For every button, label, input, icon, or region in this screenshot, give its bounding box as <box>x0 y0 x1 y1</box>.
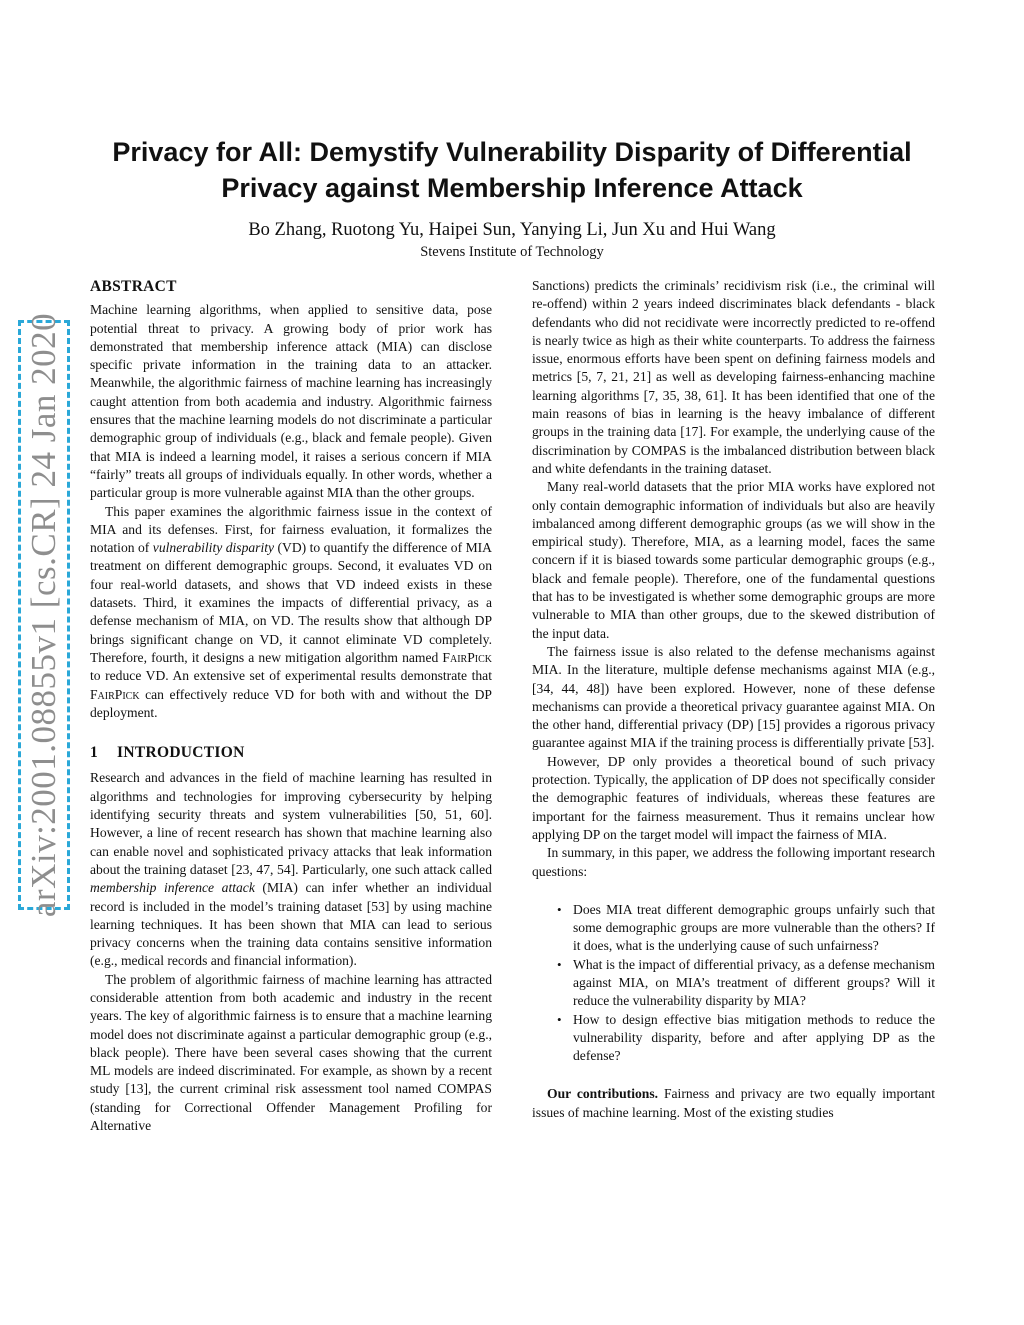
list-item: • Does MIA treat different demographic groups unfairly such that some demographic groups are more vulnerable than the others? If it does, what is the underlying cause of such unfairness? <box>557 901 935 954</box>
algorithm-name: FairPick <box>442 649 492 665</box>
introduction-heading <box>90 744 492 762</box>
section-title: INTRODUCTION <box>117 744 245 762</box>
bullet-icon: • <box>557 1011 562 1027</box>
left-column <box>90 276 492 1135</box>
right-column <box>532 277 935 1122</box>
intro-paragraph-3: Many real-world datasets that the prior MIA works have explored not only contain demographic information of individuals but also are heavily imbalanced among different demographic groups (as we will show in the empirical study). Therefore, MIA, as a learning model, faces the same concern if it is biased towards some particular demographic groups (e.g., black and female people). Therefore, one of the fundamental questions that has to be investigated is whether some demographic groups are more vulnerable to MIA than other groups, due to the skewed distribution of the input data. <box>532 479 935 641</box>
bullet-icon: • <box>557 956 562 972</box>
intro-paragraph-6: In summary, in this paper, we address the following important research questions: <box>532 845 935 879</box>
intro-paragraph-2-continued: Sanctions) predicts the criminals’ recidivism risk (i.e., the criminal will re-offend) within 2 years indeed discriminates black defendants - black defendants who did not recidivate were incorrectly predicted to re-offend is nearly twice as high as their white counterparts. To address the fairness issue, enormous efforts have been spent on defining fairness models and metrics [5, 7, 21, 21] as well as developing fairness-enhancing machine learning algorithms [7, 35, 38, 61]. It has been identified that one of the main reasons of bias in learning is the heavy imbalance of different groups in the training data [17]. For example, the underlying cause of the discrimination by COMPAS is the imbalanced distribution between black and white defendants in the training dataset. <box>532 278 935 476</box>
affiliation: Stevens Institute of Technology <box>420 244 604 260</box>
research-questions-list <box>532 901 935 1066</box>
arxiv-identifier: arXiv:2001.08855v1 [cs.CR] 24 Jan 2020 <box>24 312 63 918</box>
paper-title <box>60 134 964 206</box>
abstract-heading: ABSTRACT <box>90 278 177 295</box>
intro-paragraph-1: Research and advances in the field of machine learning has resulted in algorithms and technologies for improving cybersecurity by helping identifying security threats and system vulnerabilities [50, 51, 60]. However, a line of recent research has shown that machine learning also can enable novel and sophisticated privacy attacks that leak information about the training dataset [23, 47, 54]. Particularly, one such attack called membership inference attack (MIA) can infer whether an individual record is included in the model’s training dataset [53] by using machine learning techniques. It has been shown that MIA can lead to serious privacy concerns when the training data contains sensitive information (e.g., medical records and financial information). <box>90 770 492 969</box>
intro-paragraph-2: The problem of algorithmic fairness of machine learning has attracted considerable attention from both academic and industry in the recent years. The key of algorithmic fairness is to ensure that a machine learning model does not discriminate against a particular demographic group (e.g., black people). There have been several cases showing that the current ML models are indeed discriminated. For example, as shown by a recent study [13], the current criminal risk assessment tool named COMPAS (standing for Correctional Offender Management Profiling for Alternative <box>90 971 492 1134</box>
list-item: • How to design effective bias mitigation methods to reduce the vulnerability disparity, before and after applying DP as the defense? <box>557 1011 935 1064</box>
algorithm-name: FairPick <box>90 686 140 702</box>
abstract-paragraph-1: Machine learning algorithms, when applied to sensitive data, pose potential threat to privacy. A growing body of prior work has demonstrated that membership inference attack (MIA) can disclose specific private information in the training data to an attacker. Meanwhile, the algorithmic fairness of machine learning has increasingly caught attention from both academia and industry. Algorithmic fairness ensures that the machine learning models do not discriminate a particular demographic group of individuals (e.g., black and female people). Given that MIA is indeed a learning model, it raises a serious concern if MIA “fairly” treats all groups of individuals equally. In other words, whether a particular group is more vulnerable against MIA than the other groups. <box>90 302 492 501</box>
contributions-heading: Our contributions. <box>547 1086 659 1102</box>
contributions-paragraph: Our contributions. Fairness and privacy are two equally important issues of machine learning. Most of the existing studies <box>532 1086 935 1120</box>
title-line-2: Privacy against Membership Inference Attack <box>221 173 803 203</box>
bullet-icon: • <box>557 901 562 917</box>
title-line-1: Privacy for All: Demystify Vulnerability Disparity of Differential <box>112 137 912 167</box>
term-membership-inference-attack: membership inference attack <box>90 880 255 896</box>
author-list: Bo Zhang, Ruotong Yu, Haipei Sun, Yanying Li, Jun Xu and Hui Wang <box>248 220 776 240</box>
section-number: 1 <box>90 744 99 762</box>
abstract-paragraph-2: This paper examines the algorithmic fairness issue in the context of MIA and its defenses. First, for fairness evaluation, it formalizes the notation of vulnerability disparity (VD) to quantify the difference of MIA treatment on different demographic groups. Second, it evaluates VD on four real-world datasets, and shows that VD indeed exists in these datasets. Third, it examines the impacts of differential privacy, as a defense mechanism of MIA, on VD. The results show that although DP brings significant change on VD, it cannot eliminate VD completely. Therefore, fourth, it designs a new mitigation algorithm named FairPick to reduce VD. An extensive set of experimental results demonstrate that FairPick can effectively reduce VD for both with and without the DP deployment. <box>90 503 492 720</box>
intro-paragraph-5: However, DP only provides a theoretical bound of such privacy protection. Typically, the application of DP does not specifically consider the demographic features of individuals, whereas these features are important for the fairness measurement. Thus it remains unclear how applying DP on the target model will impact the fairness of MIA. <box>532 753 935 842</box>
list-item: • What is the impact of differential privacy, as a defense mechanism against MIA, on MIA’s treatment of different groups? Will it reduce the vulnerability disparity by MIA? <box>557 956 935 1009</box>
intro-paragraph-4: The fairness issue is also related to the defense mechanisms against MIA. In the literature, multiple defense mechanisms against MIA (e.g., [34, 44, 48]) have been explored. However, none of these defense mechanisms can provide a theoretical privacy guarantee against MIA. On the other hand, differential privacy (DP) [15] provides a rigorous privacy guarantee against MIA if the training process is differentially private [53]. <box>532 643 935 751</box>
term-vulnerability-disparity: vulnerability disparity <box>152 540 275 556</box>
